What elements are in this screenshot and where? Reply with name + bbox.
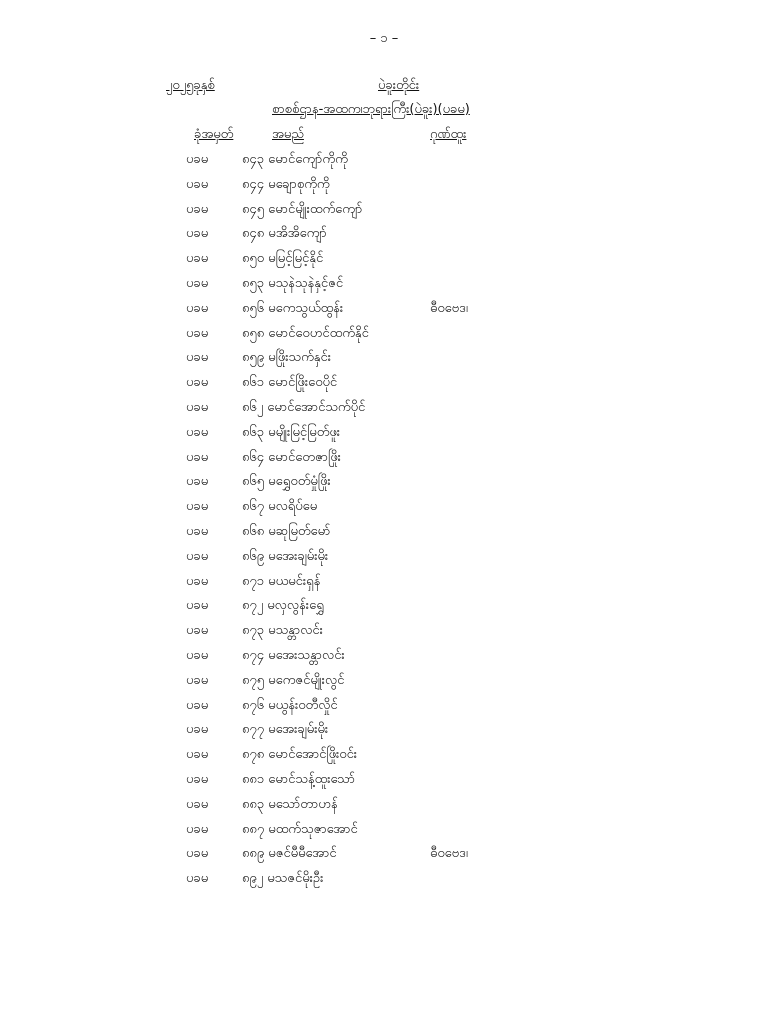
table-row [0, 794, 768, 819]
row-class-code: ပခမ [186, 573, 209, 589]
table-row [0, 868, 768, 893]
table-row [0, 298, 768, 323]
row-class-code: ပခမ [186, 672, 209, 688]
table-row [0, 347, 768, 372]
exam-year: ၂၀၂၅ခုနှစ် [166, 78, 215, 93]
results-list [0, 149, 768, 893]
row-student-name: ၈၄၄ မချောစုကိုကို [242, 176, 330, 192]
row-student-name: ၈၇၁ မယမင်းရှန် [242, 573, 321, 589]
table-row [0, 422, 768, 447]
row-student-name: ၈၇၇ မအေးချမ်းမိုး [242, 722, 329, 738]
row-student-name: ၈၆၁ မောင်ဖြိုးဝေပိုင် [242, 375, 338, 391]
table-row [0, 273, 768, 298]
row-distinction: ဓီ၀ဗေဒ၊ [430, 846, 468, 862]
row-student-name: ၈၆၅ မရွှေဝတ်မှုံဖြိုး [242, 474, 331, 490]
row-class-code: ပခမ [186, 821, 209, 837]
table-row [0, 843, 768, 868]
table-row [0, 620, 768, 645]
row-class-code: ပခမ [186, 424, 209, 440]
table-row [0, 645, 768, 670]
row-class-code: ပခမ [186, 449, 209, 465]
row-student-name: ၈၉၂ မသဇင်မိုးဦး [242, 871, 324, 887]
row-class-code: ပခမ [186, 747, 209, 763]
table-row [0, 546, 768, 571]
table-row [0, 471, 768, 496]
row-class-code: ပခမ [186, 300, 209, 316]
column-header-roll-number: ခုံအမှတ် [194, 127, 234, 142]
table-row [0, 595, 768, 620]
row-student-name: ၈၆၉ မအေးချမ်းမိုး [242, 548, 329, 564]
row-student-name: ၈၄၅ မောင်မျိုးထက်ကျော် [242, 201, 363, 217]
row-class-code: ပခမ [186, 399, 209, 415]
row-student-name: ၈၅၀ မမြင့်မြင့်နိုင် [242, 251, 324, 267]
row-class-code: ပခမ [186, 176, 209, 192]
row-class-code: ပခမ [186, 548, 209, 564]
table-row [0, 223, 768, 248]
exam-center-title: စာစစ်ဌာန-အထက၊ဘုရားကြီး(ပဲခူး)(ပခမ) [272, 102, 470, 117]
table-row [0, 447, 768, 472]
row-class-code: ပခမ [186, 325, 209, 341]
row-class-code: ပခမ [186, 771, 209, 787]
row-class-code: ပခမ [186, 152, 209, 167]
row-class-code: ပခမ [186, 722, 209, 738]
row-class-code: ပခမ [186, 201, 209, 217]
row-student-name: ၈၅၉ မဖြိုးသက်နှင်း [242, 350, 332, 366]
table-row [0, 670, 768, 695]
table-row [0, 496, 768, 521]
row-student-name: ၈၅၃ မသုနဲသုနဲနှင့်ဇင် [242, 275, 344, 291]
row-student-name: ၈၈၉ မဇင်မီမီအောင် [242, 846, 337, 862]
row-class-code: ပခမ [186, 846, 209, 862]
table-row [0, 149, 768, 174]
row-class-code: ပခမ [186, 474, 209, 490]
row-class-code: ပခမ [186, 871, 209, 887]
row-class-code: ပခမ [186, 275, 209, 291]
table-row [0, 719, 768, 744]
table-row [0, 695, 768, 720]
row-student-name: ၈၈၃ မသော်တာဟန် [242, 796, 338, 812]
table-row [0, 248, 768, 273]
row-class-code: ပခမ [186, 523, 209, 539]
row-class-code: ပခမ [186, 598, 209, 614]
row-class-code: ပခမ [186, 375, 209, 391]
row-student-name: ၈၇၂ မလှလွန်းရွှေ [242, 598, 324, 614]
row-student-name: ၈၅၆ မကေသွယ်ထွန်း [242, 300, 344, 316]
row-class-code: ပခမ [186, 226, 209, 242]
row-student-name: ၈၇၈ မောင်အောင်ဖြိုးဝင်း [242, 747, 358, 763]
table-row [0, 819, 768, 844]
page-number: – ၁ – [369, 31, 399, 46]
row-student-name: ၈၆၂ မောင်အောင်သက်ပိုင် [242, 399, 366, 415]
row-student-name: ၈၆၈ မဆုမြတ်မော် [242, 523, 331, 539]
table-row [0, 521, 768, 546]
table-row [0, 769, 768, 794]
row-student-name: ၈၇၅ မကေဇင်မျိုးလွင် [242, 672, 345, 688]
row-student-name: ၈၈၇ မထက်သုဇာအောင် [242, 821, 358, 837]
row-student-name: ၈၅၈ မောင်ဝေဟင်ထက်နိုင် [242, 325, 369, 341]
table-row [0, 199, 768, 224]
row-class-code: ပခမ [186, 499, 209, 515]
row-student-name: ၈၄၈ မအိအိကျော် [242, 226, 327, 242]
row-student-name: ၈၆၃ မမျိုးမြင့်မြတ်ဖူး [242, 424, 341, 440]
region-title: ပဲခူးတိုင်း [378, 78, 420, 93]
row-student-name: ၈၆၇ မလရိပ်မေ [242, 499, 318, 515]
row-student-name: ၈၄၃ မောင်ကျော်ကိုကို [242, 152, 348, 167]
row-class-code: ပခမ [186, 697, 209, 713]
row-student-name: ၈၇၄ မအေးသန္တာလင်း [242, 647, 345, 663]
table-row [0, 744, 768, 769]
column-header-name: အမည် [272, 127, 304, 142]
row-class-code: ပခမ [186, 647, 209, 663]
row-class-code: ပခမ [186, 251, 209, 267]
row-class-code: ပခမ [186, 623, 209, 639]
table-row [0, 372, 768, 397]
table-row [0, 323, 768, 348]
table-row [0, 174, 768, 199]
row-student-name: ၈၈၁ မောင်သန့်ထူးသော် [242, 771, 355, 787]
row-class-code: ပခမ [186, 350, 209, 366]
row-distinction: ဓီ၀ဗေဒ၊ [430, 300, 468, 316]
row-student-name: ၈၆၄ မောင်တေဇာဖြိုး [242, 449, 341, 465]
table-row [0, 397, 768, 422]
column-header-distinction: ဂုဏ်ထူး [430, 127, 467, 142]
row-student-name: ၈၇၆ မယွန်းဝတီလှိုင် [242, 697, 338, 713]
row-student-name: ၈၇၃ မသန္တာလင်း [242, 623, 323, 639]
row-class-code: ပခမ [186, 796, 209, 812]
table-row [0, 571, 768, 596]
